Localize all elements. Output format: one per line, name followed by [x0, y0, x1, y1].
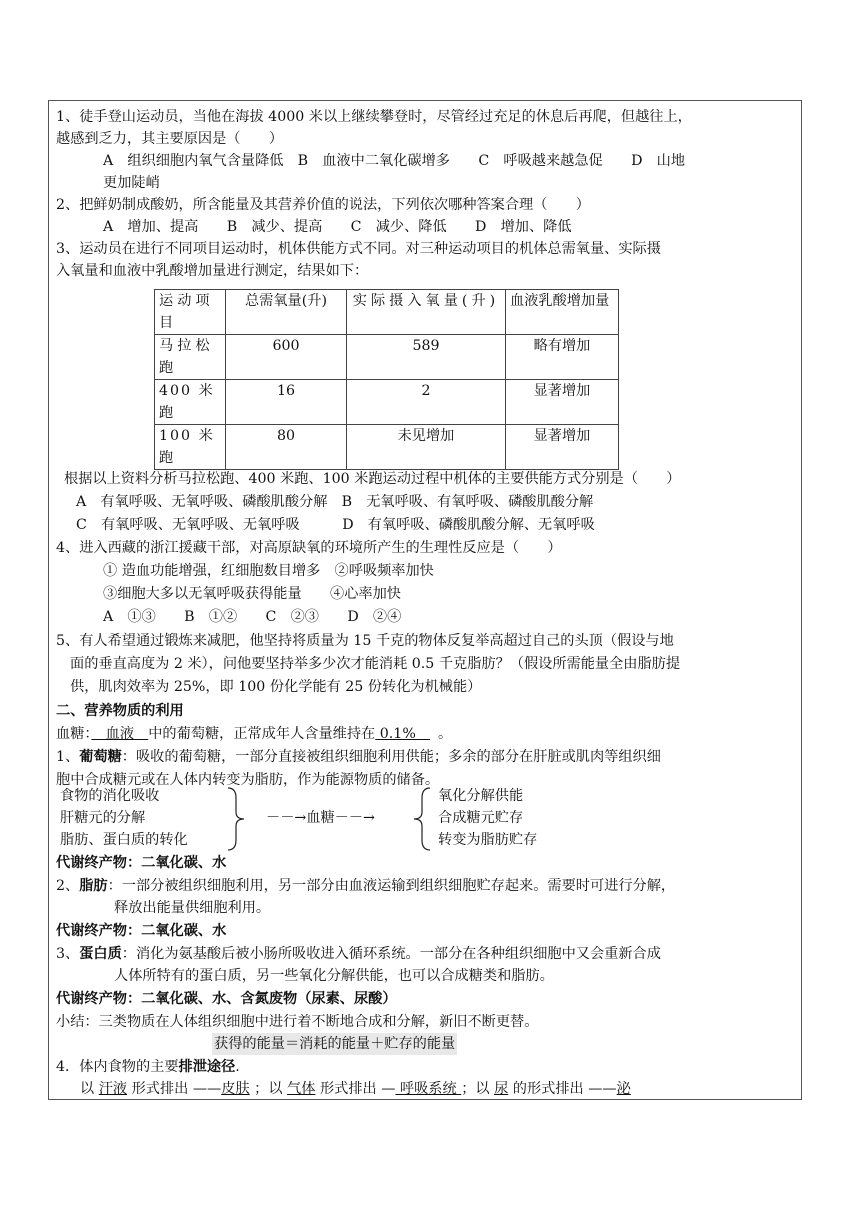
- protein-text: ：消化为氨基酸后被小肠所吸收进入循环系统。一部分在各种组织细胞中又会重新合成: [121, 946, 661, 962]
- flow-target-3: 转变为脂肪贮存: [438, 832, 538, 848]
- table-row: [155, 335, 619, 380]
- table-row: [155, 425, 619, 470]
- end-products-protein: 代谢终产物：二氧化碳、水、含氮废物（尿素、尿酸）: [56, 991, 397, 1007]
- table-header-cell: 实际摄入氧量(升): [347, 290, 506, 335]
- route-text: 形式排出 —: [315, 1081, 396, 1097]
- route-text: 形式排出 ——: [127, 1081, 222, 1097]
- table-header-cell: 总需氧量(升): [226, 290, 347, 335]
- right-brace-icon: [226, 786, 248, 852]
- table-cell: 100 米跑: [155, 425, 226, 470]
- q5-line2: 面的垂直高度为 2 米），问他要坚持举多少次才能消耗 0.5 千克脂肪？（假设所需能量全由脂肪提: [70, 656, 681, 672]
- protein-title: 蛋白质: [79, 946, 122, 962]
- fill-blank-urine: 尿: [494, 1081, 509, 1097]
- summary-line: 小结：三类物质在人体组织细胞中进行着不断地合成和分解，新旧不断更替。: [56, 1014, 539, 1030]
- end-products-fat: 代谢终产物：二氧化碳、水: [56, 923, 227, 939]
- left-brace-icon: [410, 786, 432, 852]
- protein-number: 3、: [56, 946, 80, 962]
- glucose-line1: [56, 746, 661, 768]
- fill-blank-blood: 血液: [91, 726, 149, 742]
- fat-text: ：一部分被组织细胞利用，另一部分由血液运输到组织细胞贮存起来。需要时可进行分解，: [107, 878, 676, 894]
- fill-blank-urinary: 泌: [616, 1081, 631, 1097]
- excretion-bold: 排泄途径: [178, 1059, 236, 1075]
- table-cell: 显著增加: [506, 425, 619, 470]
- excretion-prefix: 4．体内食物的主要: [56, 1059, 179, 1075]
- q1-line2: 越感到乏力，其主要原因是（ ）: [56, 131, 284, 147]
- table-cell: 16: [226, 380, 347, 425]
- fill-blank-respiratory: 呼吸系统: [395, 1081, 462, 1097]
- flow-target-2: 合成糖元贮存: [438, 810, 524, 826]
- q3-options-ab: A 有氧呼吸、无氧呼吸、磷酸肌酸分解 B 无氧呼吸、有氧呼吸、磷酸肌酸分解: [76, 494, 594, 510]
- q3-options-cd: C 有氧呼吸、无氧呼吸、无氧呼吸 D 有氧呼吸、磷酸肌酸分解、无氧呼吸: [76, 517, 595, 533]
- excretion-heading: [56, 1056, 240, 1078]
- glucose-title: 葡萄糖: [79, 749, 122, 765]
- route-text: ；以: [461, 1081, 495, 1097]
- flow-source-2: 肝糖元的分解: [60, 810, 146, 826]
- excretion-suffix: .: [235, 1059, 240, 1075]
- q1-options-cont: 更加陡峭: [103, 175, 160, 191]
- table-header-cell: 运动项目: [155, 290, 226, 335]
- flow-center: －－→血糖－－→: [266, 810, 375, 826]
- route-text: 以: [80, 1081, 99, 1097]
- table-row: [155, 380, 619, 425]
- q4-line1: 4、进入西藏的浙江援藏干部，对高原缺氧的环境所产生的生理性反应是（ ）: [56, 540, 562, 556]
- protein-line2: 人体所特有的蛋白质，另一些氧化分解供能，也可以合成糖类和脂肪。: [114, 968, 554, 984]
- fill-blank-gas: 气体: [287, 1081, 316, 1097]
- excretion-routes: [80, 1078, 631, 1100]
- energy-formula: 获得的能量＝消耗的能量＋贮存的能量: [212, 1033, 457, 1055]
- table-cell: 2: [347, 380, 506, 425]
- q2-options: A 增加、提高 B 减少、提高 C 减少、降低 D 增加、降低: [103, 219, 572, 235]
- glucose-text: ：吸收的葡萄糖，一部分直接被组织细胞利用供能；多余的部分在肝脏或肌肉等组织细: [121, 749, 661, 765]
- table-cell: 显著增加: [506, 380, 619, 425]
- blood-sugar-line: [56, 723, 452, 745]
- fat-line1: [56, 875, 675, 897]
- q4-options: A ①③ B ①② C ②③ D ②④: [103, 609, 402, 625]
- end-products-glucose: 代谢终产物：二氧化碳、水: [56, 855, 227, 871]
- table-cell: 80: [226, 425, 347, 470]
- table-cell: 400 米跑: [155, 380, 226, 425]
- blood-sugar-mid: 中的葡萄糖，正常成年人含量维持在: [148, 726, 376, 742]
- q2-line1: 2、把鲜奶制成酸奶，所含能量及其营养价值的说法，下列依次哪种答案合理（ ）: [56, 197, 590, 213]
- q3-line1: 3、运动员在进行不同项目运动时，机体供能方式不同。对三种运动项目的机体总需氧量、实际摄: [56, 241, 661, 257]
- q1-line1: 1、徒手登山运动员，当他在海拔 4000 米以上继续攀登时，尽管经过充足的休息后再爬，但越往上，: [56, 109, 692, 125]
- table-header-cell: 血液乳酸增加量: [506, 290, 619, 335]
- q3-question: 根据以上资料分析马拉松跑、400 米跑、100 米跑运动过程中机体的主要供能方式分别是（ ）: [64, 471, 681, 487]
- flow-source-1: 食物的消化吸收: [60, 788, 160, 804]
- fat-line2: 释放出能量供细胞利用。: [114, 900, 271, 916]
- table-cell: 马拉松跑: [155, 335, 226, 380]
- table-cell: 略有增加: [506, 335, 619, 380]
- table-cell: 600: [226, 335, 347, 380]
- flow-source-3: 脂肪、蛋白质的转化: [60, 832, 188, 848]
- table-cell: 未见增加: [347, 425, 506, 470]
- protein-line1: [56, 943, 661, 965]
- oxygen-table: [154, 289, 619, 470]
- q5-line3: 供，肌肉效率为 25%，即 100 份化学能有 25 份转化为机械能）: [70, 679, 482, 695]
- q1-options: A 组织细胞内氧气含量降低 B 血液中二氧化碳增多 C 呼吸越来越急促 D 山地: [103, 153, 686, 169]
- route-text: ；以: [249, 1081, 288, 1097]
- blood-sugar-label: 血糖：: [56, 726, 92, 742]
- glucose-line2: 胞中合成糖元或在人体内转变为脂肪，作为能源物质的储备。: [56, 772, 440, 788]
- table-cell: 589: [347, 335, 506, 380]
- fill-blank-sweat: 汗液: [98, 1081, 128, 1097]
- q3-line2: 入氧量和血液中乳酸增加量进行测定，结果如下：: [56, 263, 369, 279]
- q4-statements-2: ③细胞大多以无氧呼吸获得能量 ④心率加快: [103, 586, 401, 602]
- fill-blank-skin: 皮肤: [221, 1081, 250, 1097]
- q5-line1: 5、有人希望通过锻炼来减肥，他坚持将质量为 15 千克的物体反复举高超过自己的头顶（假设与地: [56, 633, 674, 649]
- fat-number: 2、: [56, 878, 80, 894]
- flow-target-1: 氧化分解供能: [438, 788, 524, 804]
- glucose-number: 1、: [56, 749, 80, 765]
- fill-blank-level: 0.1%: [375, 726, 430, 742]
- route-text: 的形式排出 ——: [508, 1081, 617, 1097]
- table-header-row: [155, 290, 619, 335]
- section-title: 二、营养物质的利用: [56, 703, 184, 719]
- q4-statements-1: ① 造血功能增强，红细胞数目增多 ②呼吸频率加快: [103, 563, 434, 579]
- blood-sugar-end: 。: [438, 726, 453, 742]
- fat-title: 脂肪: [79, 878, 108, 894]
